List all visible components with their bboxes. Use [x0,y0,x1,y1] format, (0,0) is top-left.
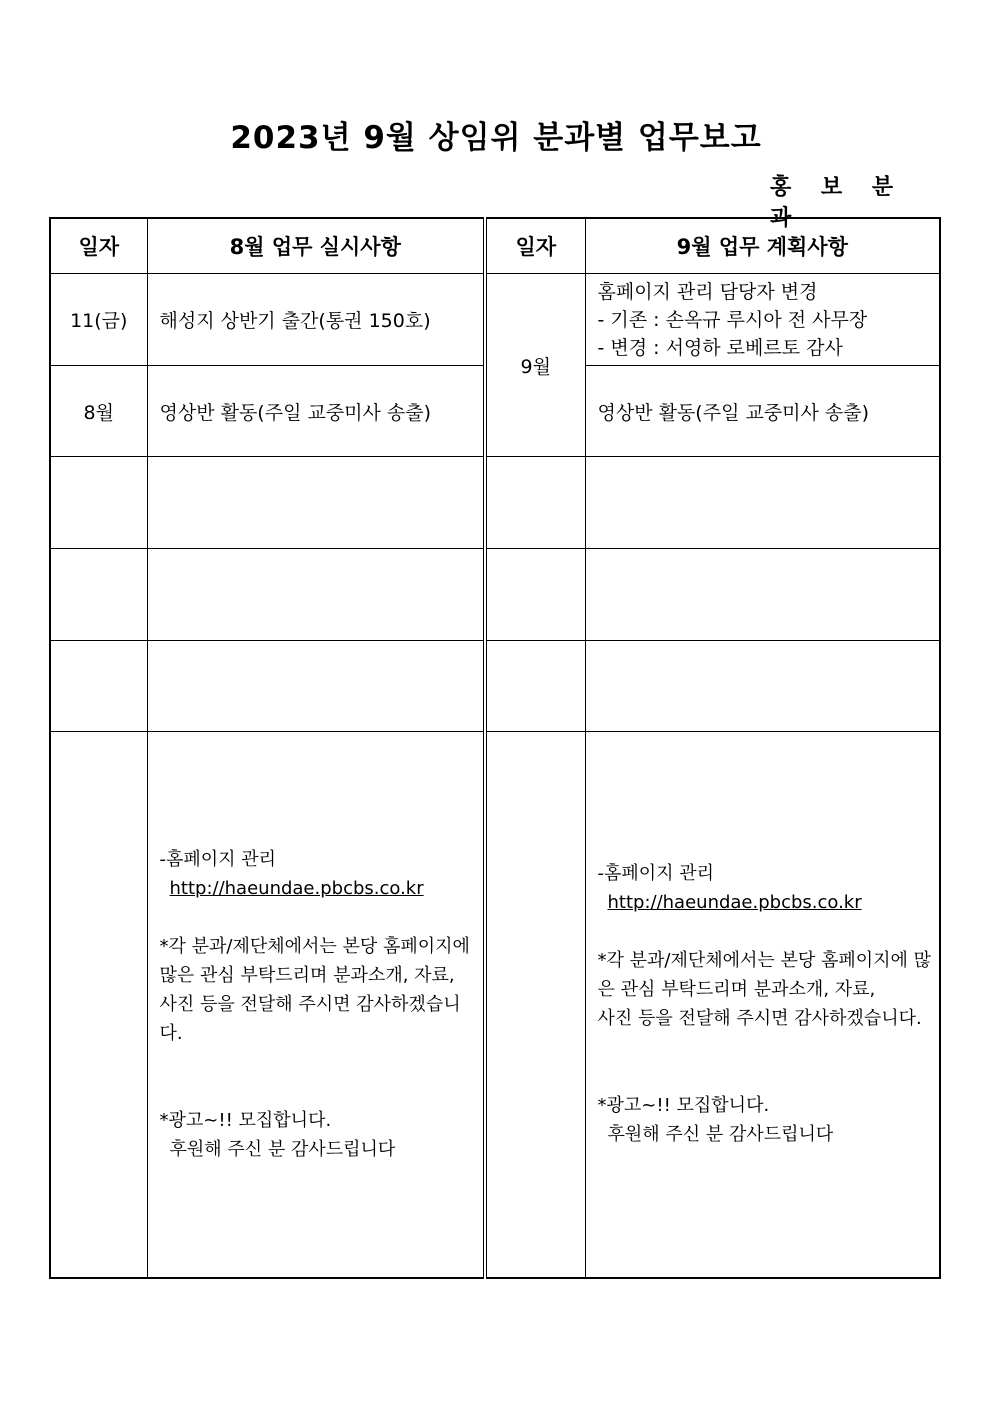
plan-line: - 기존 : 손옥규 루시아 전 사무장 [597,308,868,331]
notes-ad: *광고~!! 모집합니다. [597,1095,770,1117]
empty-row [50,549,940,641]
homepage-link[interactable]: http://haeundae.pbcbs.co.kr [169,877,424,899]
plan-date: 9월 [485,274,585,457]
plan-item [585,274,940,366]
header-row [50,218,940,274]
row-done: 영상반 활동(주일 교중미사 송출) [147,366,485,457]
notes-request: *각 분과/제단체에서는 본당 홈페이지에 많 [597,950,932,972]
header-done: 8월 업무 실시사항 [147,218,485,274]
notes-heading: -홈페이지 관리 [597,863,715,885]
notes-ad: 후원해 주신 분 감사드립니다 [607,1124,834,1146]
notes-request: *각 분과/제단체에서는 본당 홈페이지에 [159,935,470,957]
table-row [50,274,940,366]
plan-line: 홈페이지 관리 담당자 변경 [597,280,818,303]
header-date-left: 일자 [50,218,147,274]
notes-row [50,732,940,1278]
notes-request: 사진 등을 전달해 주시면 감사하겠습니다. [597,1008,922,1030]
row-done: 해성지 상반기 출간(통권 150호) [147,274,485,366]
department-label: 홍 보 분 과 [770,175,905,231]
notes-request: 많은 관심 부탁드리며 분과소개, 자료, [159,964,455,986]
header-plan: 9월 업무 계획사항 [585,218,940,274]
homepage-link[interactable]: http://haeundae.pbcbs.co.kr [607,892,862,914]
plan-item: 영상반 활동(주일 교중미사 송출) [585,366,940,457]
notes-right [585,732,940,1278]
notes-request: 은 관심 부탁드리며 분과소개, 자료, [597,979,876,1001]
header-date-right: 일자 [485,218,585,274]
page-title: 2023년 9월 상임위 분과별 업무보고 [230,120,762,156]
notes-ad: 후원해 주신 분 감사드립니다 [169,1138,396,1160]
empty-row [50,457,940,549]
notes-left [147,732,485,1278]
plan-line: - 변경 : 서영하 로베르토 감사 [597,336,843,359]
notes-request: 사진 등을 전달해 주시면 감사하겠습니다. [159,993,461,1044]
row-date: 11(금) [50,274,147,366]
empty-row [50,641,940,732]
notes-heading: -홈페이지 관리 [159,848,277,870]
notes-ad: *광고~!! 모집합니다. [159,1109,332,1131]
row-date: 8월 [50,366,147,457]
report-table [49,217,941,1279]
